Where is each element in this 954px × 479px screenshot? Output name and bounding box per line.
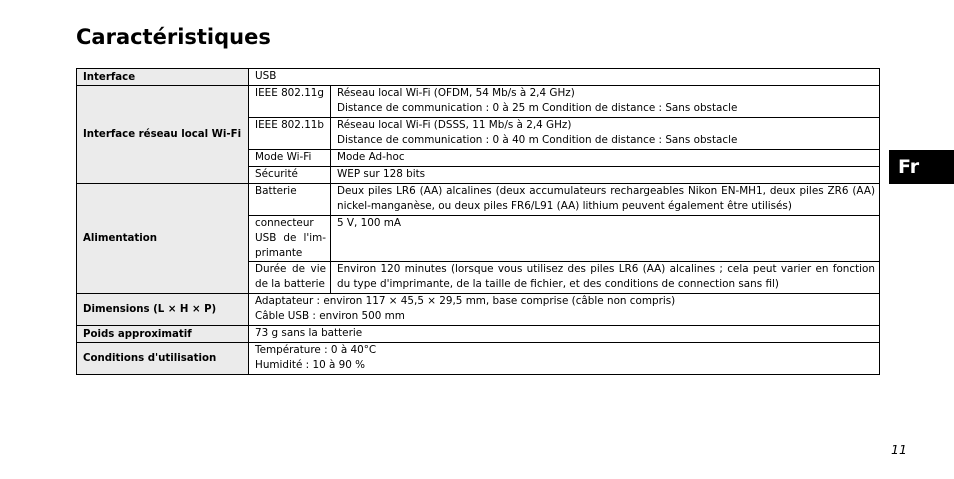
- wifi-g-line2: Distance de communication : 0 à 25 m Condition de distance : Sans obstacle: [337, 102, 738, 114]
- table-row: [77, 69, 880, 86]
- wifi-g-line1: Réseau local Wi-Fi (OFDM, 54 Mb/s à 2,4 GHz): [337, 87, 575, 99]
- table-row: [77, 343, 880, 375]
- row-header-interface: Interface: [77, 69, 249, 86]
- wifi-mode-name: Mode Wi-Fi: [249, 150, 331, 167]
- dimensions-line1: Adaptateur : environ 117 × 45,5 × 29,5 mm, base comprise (câble non compris): [255, 295, 676, 307]
- wifi-b-line1: Réseau local Wi-Fi (DSSS, 11 Mb/s à 2,4 GHz): [337, 119, 572, 131]
- specifications-table: [76, 68, 880, 375]
- wifi-security-name: Sécurité: [249, 167, 331, 184]
- row-header-dimensions: Dimensions (L × H × P): [77, 294, 249, 326]
- wifi-security-value: WEP sur 128 bits: [331, 167, 880, 184]
- language-tab: Fr: [889, 150, 954, 184]
- dimensions-value: [249, 294, 880, 326]
- table-row: [77, 326, 880, 343]
- wifi-b-name: IEEE 802.11b: [249, 118, 331, 150]
- page-number: 11: [891, 442, 907, 457]
- table-row: [77, 294, 880, 326]
- conditions-line1: Température : 0 à 40°C: [255, 344, 377, 356]
- wifi-b-line2: Distance de communication : 0 à 40 m Condition de distance : Sans obstacle: [337, 134, 738, 146]
- page-title: Caractéristiques: [76, 25, 271, 49]
- table-row: [77, 184, 880, 216]
- power-battery-value: Deux piles LR6 (AA) alcalines (deux accumulateurs rechargeables Nikon EN-MH1, deux piles ZR6 (AA) nickel-manganèse, ou deux piles FR6/L91 (AA) lithium peuvent également être utilisés): [331, 184, 880, 216]
- weight-value: 73 g sans la batterie: [249, 326, 880, 343]
- row-header-weight: Poids approximatif: [77, 326, 249, 343]
- wifi-g-name: IEEE 802.11g: [249, 86, 331, 118]
- row-header-power: Alimentation: [77, 184, 249, 294]
- conditions-line2: Humidité : 10 à 90 %: [255, 359, 366, 371]
- power-battery-name: Batterie: [249, 184, 331, 216]
- interface-value: USB: [249, 69, 880, 86]
- power-usb-name: connecteur USB de l'im-primante: [249, 216, 331, 262]
- conditions-value: [249, 343, 880, 375]
- table-row: [77, 86, 880, 118]
- row-header-wifi: Interface réseau local Wi-Fi: [77, 86, 249, 184]
- row-header-conditions: Conditions d'utilisation: [77, 343, 249, 375]
- power-life-name: Durée de vie de la batterie: [249, 262, 331, 294]
- power-life-value: Environ 120 minutes (lorsque vous utilisez des piles LR6 (AA) alcalines ; cela peut varier en fonction du type d'imprimante, de la taille de fichier, et des conditions de connection sans fil): [331, 262, 880, 294]
- wifi-mode-value: Mode Ad-hoc: [331, 150, 880, 167]
- wifi-b-value: [331, 118, 880, 150]
- power-usb-value: 5 V, 100 mA: [331, 216, 880, 262]
- wifi-g-value: [331, 86, 880, 118]
- dimensions-line2: Câble USB : environ 500 mm: [255, 310, 405, 322]
